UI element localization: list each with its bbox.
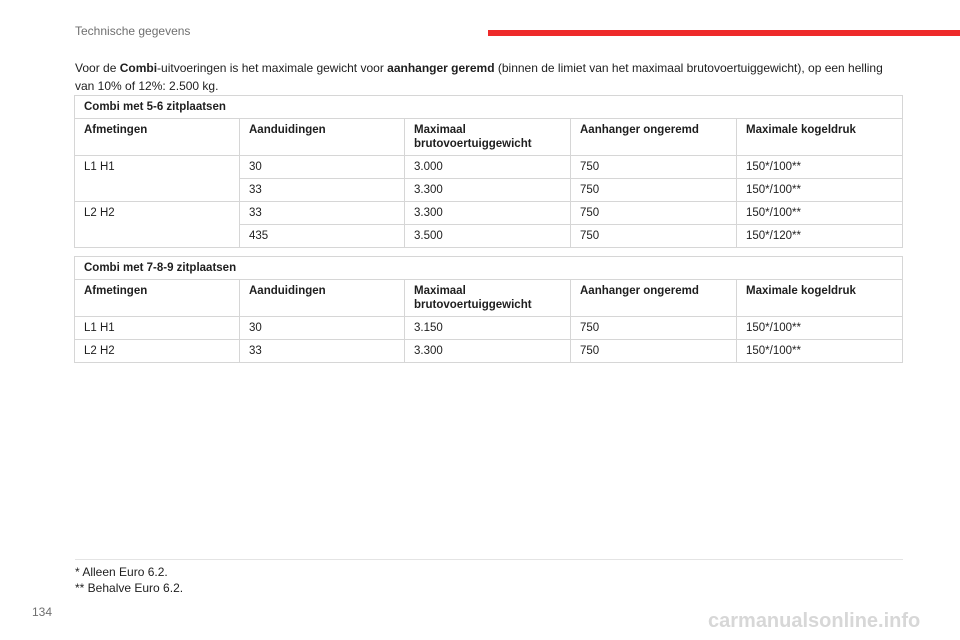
cell-nose-weight: 150*/100** bbox=[737, 340, 903, 363]
cell-dimensions: L2 H2 bbox=[75, 340, 240, 363]
section-title: Technische gegevens bbox=[75, 24, 191, 38]
cell-unbraked-trailer: 750 bbox=[571, 202, 737, 225]
header-dimensions: Afmetingen bbox=[75, 119, 240, 156]
page-number: 134 bbox=[32, 605, 53, 619]
header-unbraked-trailer: Aanhanger ongeremd bbox=[571, 280, 737, 317]
cell-unbraked-trailer: 750 bbox=[571, 317, 737, 340]
cell-nose-weight: 150*/100** bbox=[737, 317, 903, 340]
table-combi-7-8-9-seats bbox=[74, 256, 903, 363]
cell-dimensions bbox=[75, 225, 240, 248]
cell-dimensions: L1 H1 bbox=[75, 156, 240, 179]
table-title-row bbox=[75, 257, 903, 280]
cell-nose-weight: 150*/100** bbox=[737, 179, 903, 202]
header-designations: Aanduidingen bbox=[240, 280, 405, 317]
table-row bbox=[75, 179, 903, 202]
intro-bold-braked-trailer: aanhanger geremd bbox=[387, 61, 495, 75]
footnote-divider bbox=[75, 559, 903, 560]
cell-designation: 435 bbox=[240, 225, 405, 248]
cell-designation: 33 bbox=[240, 179, 405, 202]
header-max-nose-weight: Maximale kogeldruk bbox=[737, 280, 903, 317]
table-header-row bbox=[75, 280, 903, 317]
header-designations: Aanduidingen bbox=[240, 119, 405, 156]
cell-dimensions: L2 H2 bbox=[75, 202, 240, 225]
cell-gross-weight: 3.500 bbox=[405, 225, 571, 248]
watermark-logo: carmanualsonline.info bbox=[708, 610, 921, 632]
cell-gross-weight: 3.300 bbox=[405, 202, 571, 225]
cell-designation: 33 bbox=[240, 340, 405, 363]
header-unbraked-trailer: Aanhanger ongeremd bbox=[571, 119, 737, 156]
table-row bbox=[75, 202, 903, 225]
cell-nose-weight: 150*/100** bbox=[737, 156, 903, 179]
header-gross-vehicle-weight: Maximaal brutovoertuiggewicht bbox=[405, 119, 571, 156]
cell-unbraked-trailer: 750 bbox=[571, 225, 737, 248]
table-title: Combi met 7-8-9 zitplaatsen bbox=[75, 257, 903, 280]
header-dimensions: Afmetingen bbox=[75, 280, 240, 317]
cell-designation: 30 bbox=[240, 156, 405, 179]
cell-nose-weight: 150*/100** bbox=[737, 202, 903, 225]
cell-dimensions: L1 H1 bbox=[75, 317, 240, 340]
table-combi-5-6-seats bbox=[74, 95, 903, 248]
footnote-euro-6-2-only: * Alleen Euro 6.2. bbox=[75, 565, 168, 579]
intro-text-1: Voor de bbox=[75, 61, 120, 75]
table-title: Combi met 5-6 zitplaatsen bbox=[75, 96, 903, 119]
header-accent-bar bbox=[488, 30, 960, 36]
intro-bold-combi: Combi bbox=[119, 61, 158, 75]
header-gross-vehicle-weight: Maximaal brutovoertuiggewicht bbox=[405, 280, 571, 317]
header-max-nose-weight: Maximale kogeldruk bbox=[737, 119, 903, 156]
footnote-except-euro-6-2: ** Behalve Euro 6.2. bbox=[75, 581, 184, 595]
table-row bbox=[75, 317, 903, 340]
cell-gross-weight: 3.300 bbox=[405, 340, 571, 363]
cell-gross-weight: 3.000 bbox=[405, 156, 571, 179]
cell-nose-weight: 150*/120** bbox=[737, 225, 903, 248]
intro-text-3: (binnen de limiet van het maximaal brutovoertuiggewicht), op een helling van 10% of 12%: 2.500 kg. bbox=[75, 61, 883, 93]
intro-paragraph bbox=[75, 59, 905, 95]
cell-unbraked-trailer: 750 bbox=[571, 156, 737, 179]
cell-dimensions bbox=[75, 179, 240, 202]
table-row bbox=[75, 340, 903, 363]
cell-designation: 33 bbox=[240, 202, 405, 225]
intro-text-2: -uitvoeringen is het maximale gewicht voor bbox=[157, 61, 388, 75]
table-row bbox=[75, 156, 903, 179]
footnotes bbox=[75, 564, 183, 596]
cell-unbraked-trailer: 750 bbox=[571, 340, 737, 363]
cell-gross-weight: 3.150 bbox=[405, 317, 571, 340]
table-title-row bbox=[75, 96, 903, 119]
cell-unbraked-trailer: 750 bbox=[571, 179, 737, 202]
table-header-row bbox=[75, 119, 903, 156]
cell-gross-weight: 3.300 bbox=[405, 179, 571, 202]
cell-designation: 30 bbox=[240, 317, 405, 340]
table-row bbox=[75, 225, 903, 248]
